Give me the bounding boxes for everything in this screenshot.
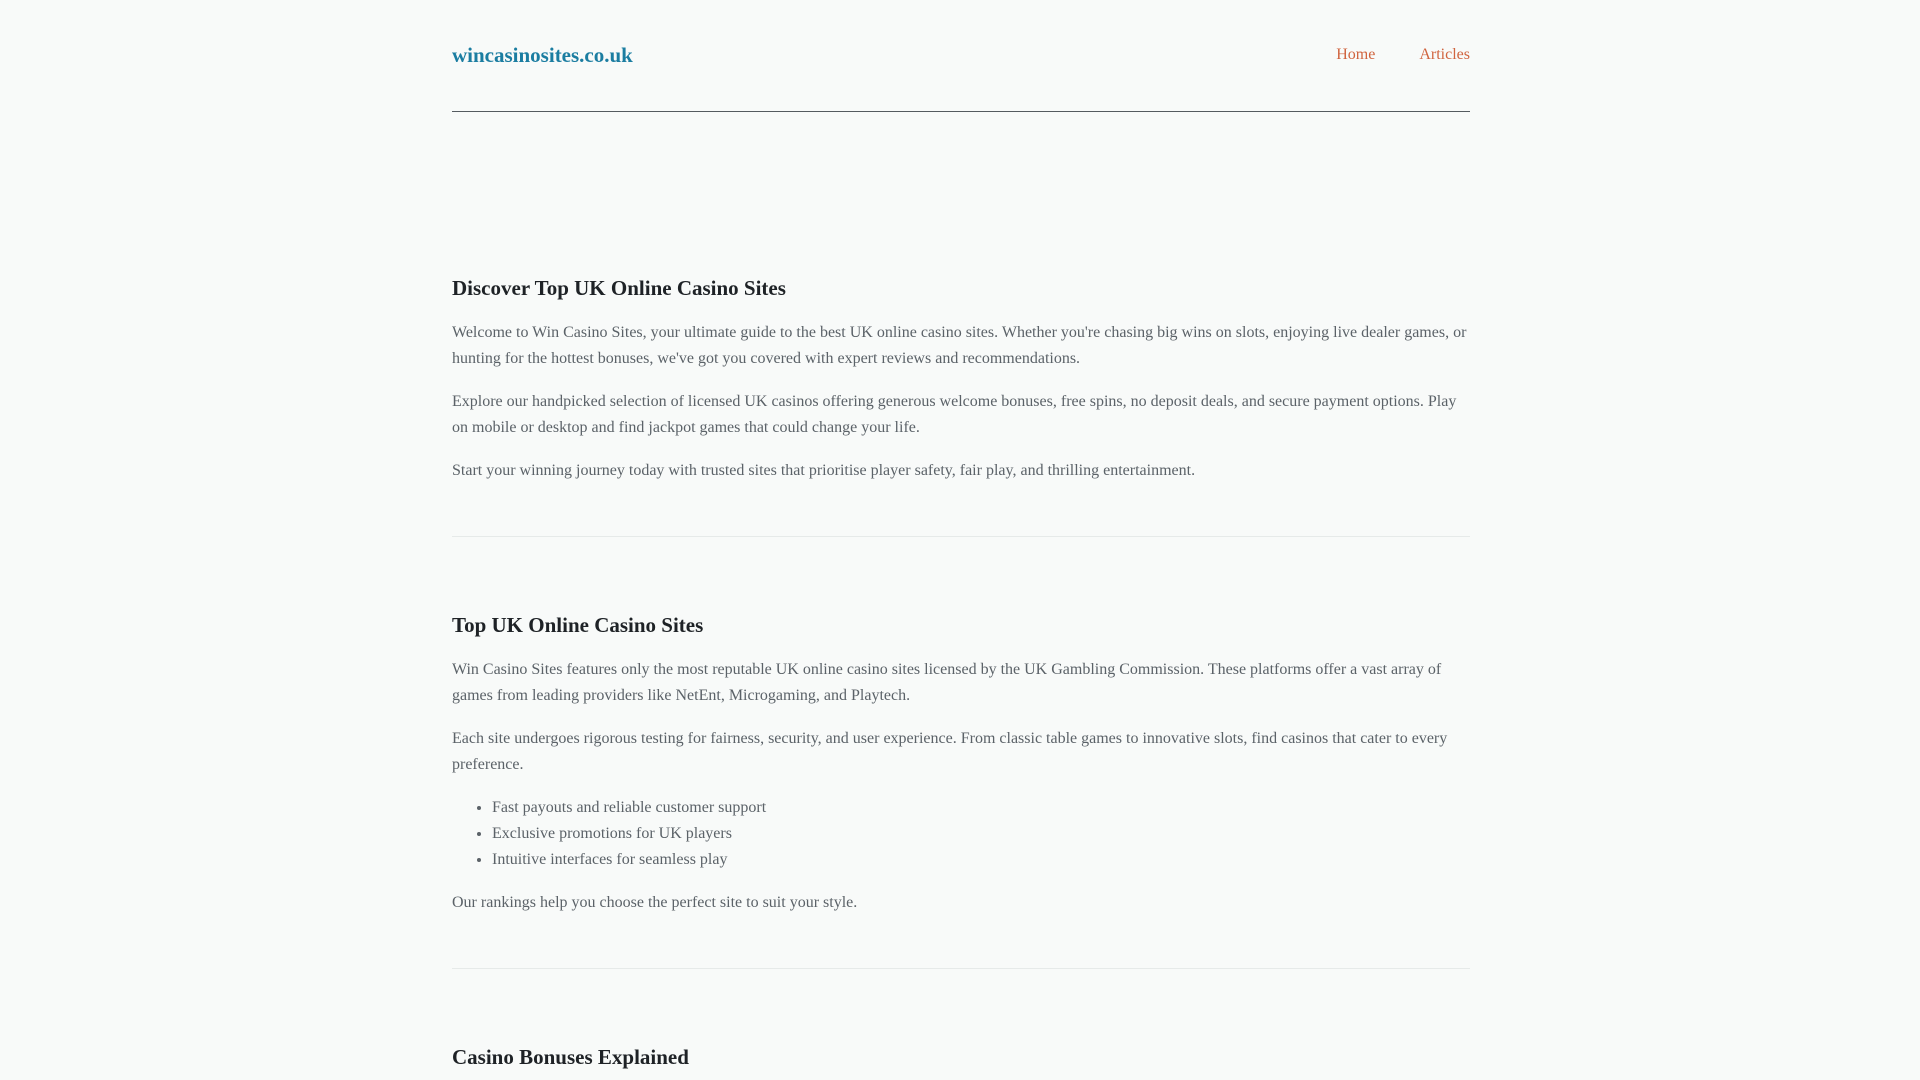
section-discover: [452, 274, 1470, 484]
section-bonuses: [452, 1043, 1470, 1071]
site-header: [452, 0, 1470, 112]
feature-list: [452, 795, 1470, 873]
section-paragraph: Welcome to Win Casino Sites, your ultimate guide to the best UK online casino sites. Whether you're chasing big wins on slots, enjoying live dealer games, or hunting for the hottest bonuses, we've got you covered with expert reviews and recommendations.: [452, 324, 1467, 367]
nav-home-link[interactable]: Home: [1336, 46, 1376, 63]
main-nav: [1336, 44, 1470, 66]
section-paragraph: Our rankings help you choose the perfect site to suit your style.: [452, 894, 858, 911]
section-divider: [452, 536, 1470, 537]
section-heading: Top UK Online Casino Sites: [452, 613, 704, 637]
page-container: [452, 0, 1470, 1069]
list-item: • Exclusive promotions for UK players: [492, 821, 1470, 847]
list-item: • Fast payouts and reliable customer support: [492, 795, 1470, 821]
section-paragraph: Win Casino Sites features only the most reputable UK online casino sites licensed by the UK Gambling Commission. These platforms offer a vast array of games from leading providers like NetEnt, Microgaming, and Playtech.: [452, 661, 1442, 704]
section-paragraph: Explore our handpicked selection of licensed UK casinos offering generous welcome bonuses, free spins, no deposit deals, and secure payment options. Play on mobile or desktop and find jackpot games that could change your life.: [452, 393, 1457, 436]
site-logo-link[interactable]: wincasinosites.co.uk: [452, 43, 633, 67]
section-divider: [452, 968, 1470, 969]
section-heading: Discover Top UK Online Casino Sites: [452, 276, 786, 300]
list-item: • Intuitive interfaces for seamless play: [492, 847, 1470, 873]
section-heading: Casino Bonuses Explained: [452, 1045, 689, 1069]
section-paragraph: Start your winning journey today with trusted sites that prioritise player safety, fair play, and thrilling entertainment.: [452, 462, 1196, 479]
section-top-sites: [452, 611, 1470, 916]
section-paragraph: Each site undergoes rigorous testing for fairness, security, and user experience. From classic table games to innovative slots, find casinos that cater to every preference.: [452, 730, 1448, 773]
nav-articles-link[interactable]: Articles: [1419, 46, 1470, 63]
